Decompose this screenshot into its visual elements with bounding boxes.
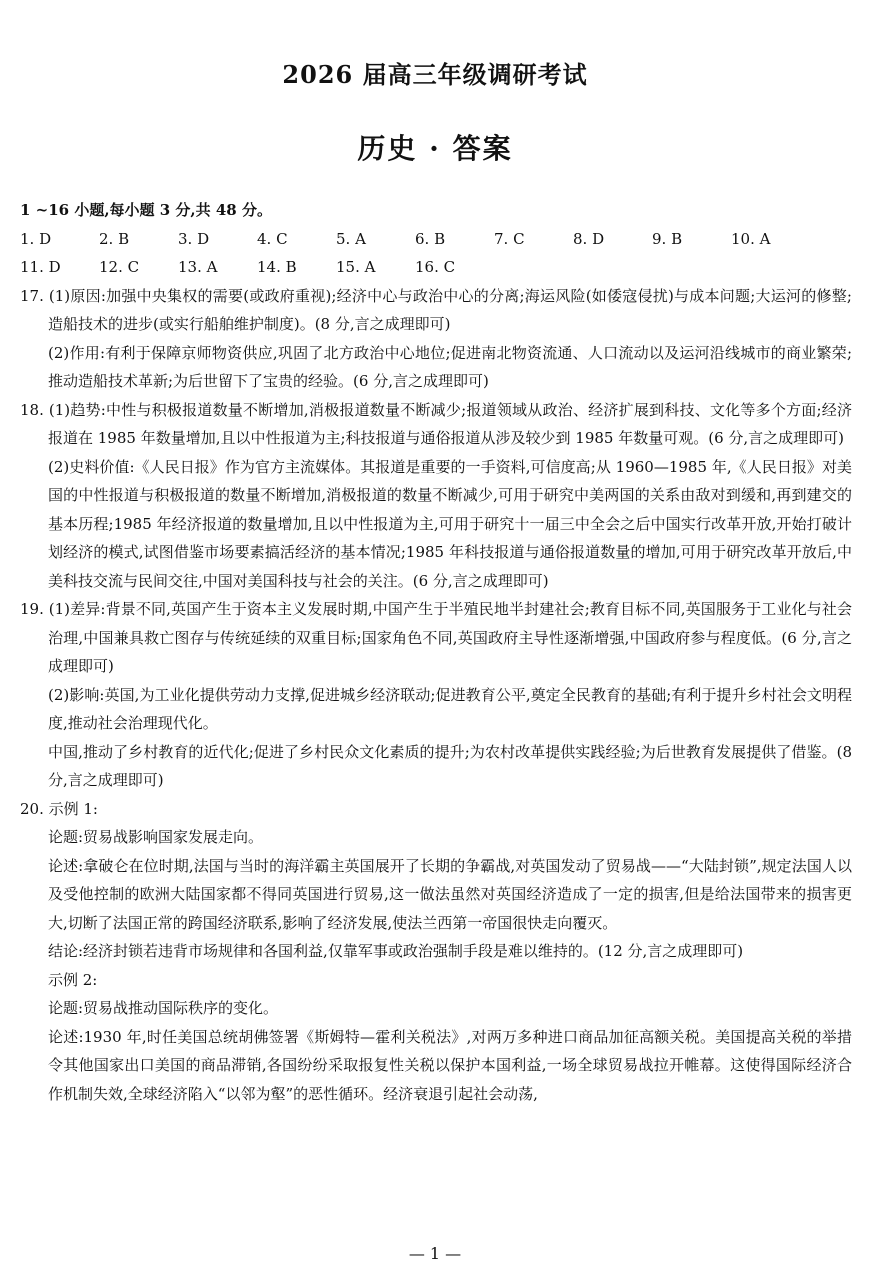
page-number: — 1 — xyxy=(408,1244,462,1263)
q19-part2: (2)影响:英国,为工业化提供劳动力支撑,促进城乡经济联动;促进教育公平,奠定全民教育的基础;有利于提升乡村社会文明程度,推动社会治理现代化。 xyxy=(48,685,852,732)
answer-item: 3. D xyxy=(178,229,210,248)
answer-item: 14. B xyxy=(257,258,297,276)
answer-item: 12. C xyxy=(99,258,140,276)
multiple-choice-intro: 1 ~16 小题,每小题 3 分,共 48 分。 xyxy=(20,201,272,219)
answer-item: 7. C xyxy=(494,229,525,248)
answer-item: 4. C xyxy=(257,229,288,248)
q19-part2-china: 中国,推动了乡村教育的近代化;促进了乡村民众文化素质的提升;为农村改革提供实践经验;为后世教育发展提供了借鉴。(8 分,言之成理即可) xyxy=(48,742,852,789)
answer-item: 5. A xyxy=(336,229,366,248)
subject-title: 历史 · 答案 xyxy=(357,132,513,165)
answer-item: 16. C xyxy=(415,258,456,276)
answer-item: 9. B xyxy=(652,229,683,248)
answer-content xyxy=(20,196,852,1108)
answer-item: 13. A xyxy=(178,258,218,276)
q17-part2: (2)作用:有利于保障京师物资供应,巩固了北方政治中心地位;促进南北物资流通、人口流动以及运河沿线城市的商业繁荣;推动造船技术革新;为后世留下了宝贵的经验。(6 分,言之成理即可) xyxy=(48,343,852,390)
q19-part1: 19. (1)差异:背景不同,英国产生于资本主义发展时期,中国产生于半殖民地半封建社会;教育目标不同,英国服务于工业化与社会治理,中国兼具救亡图存与传统延续的双重目标;国家角色不同,英国政府主导性逐渐增强,中国政府参与程度低。(6 分,言之成理即可) xyxy=(20,600,852,675)
q20-example2-label: 示例 2: xyxy=(48,970,98,989)
q18-part1: 18. (1)趋势:中性与积极报道数量不断增加,消极报道数量不断减少;报道领域从政治、经济扩展到科技、文化等多个方面;经济报道在 1985 年数量增加,且以中性报道为主;科技报道与通俗报道从涉及较少到 1985 年数量可观。(6 分,言之成理即可) xyxy=(20,400,852,447)
answer-item: 2. B xyxy=(99,229,130,248)
answer-item: 1. D xyxy=(20,229,52,248)
answer-row-2 xyxy=(20,253,852,282)
q20-example2-argument: 论述:1930 年,时任美国总统胡佛签署《斯姆特—霍利关税法》,对两万多种进口商品加征高额关税。美国提高关税的举措令其他国家出口美国的商品滞销,各国纷纷采取报复性关税以保护本国利益,一场全球贸易战拉开帷幕。这使得国际经济合作机制失效,全球经济陷入“以邻为壑”的恶性循环。经济衰退引起社会动荡, xyxy=(48,1027,852,1103)
answer-item: 11. D xyxy=(20,258,61,276)
q18-part2: (2)史料价值:《人民日报》作为官方主流媒体。其报道是重要的一手资料,可信度高;从 1960—1985 年,《人民日报》对美国的中性报道与积极报道的数量不断增加,消极报道的数量不断减少,可用于研究中美两国的关系由敌对到缓和,再到建交的基本历程;1985 年经济报道的数量增加,且以中性报道为主,可用于研究十一届三中全会之后中国实行改革开放,开始打破计划经济的模式,试图借鉴市场要素搞活经济的基本情况;1985 年科技报道与通俗报道数量的增加,可用于研究改革开放后,中美科技交流与民间交往,中国对美国科技与社会的关注。(6 分,言之成理即可) xyxy=(48,457,852,590)
exam-title: 2026 届高三年级调研考试 xyxy=(282,60,588,89)
answer-row-1 xyxy=(20,225,852,254)
answer-item: 10. A xyxy=(731,229,771,248)
answer-item: 8. D xyxy=(573,229,605,248)
q17-part1: 17. (1)原因:加强中央集权的需要(或政府重视);经济中心与政治中心的分离;海运风险(如倭寇侵扰)与成本问题;大运河的修整;造船技术的进步(或实行船舶维护制度)。(8 分,言之成理即可) xyxy=(20,286,852,333)
answer-item: 6. B xyxy=(415,229,446,248)
q20-example1-label: 20. 示例 1: xyxy=(20,799,98,818)
q20-example1-conclusion: 结论:经济封锁若违背市场规律和各国利益,仅靠军事或政治强制手段是难以维持的。(12 分,言之成理即可) xyxy=(48,942,744,960)
q20-example1-argument: 论述:拿破仑在位时期,法国与当时的海洋霸主英国展开了长期的争霸战,对英国发动了贸易战——“大陆封锁”,规定法国人以及受他控制的欧洲大陆国家都不得同英国进行贸易,这一做法虽然对英国经济造成了一定的损害,但是给法国带来的损害更大,切断了法国正常的跨国经济联系,影响了经济发展,使法兰西第一帝国很快走向覆灭。 xyxy=(48,856,852,932)
answer-item: 15. A xyxy=(336,258,376,276)
q20-example1-thesis: 论题:贸易战影响国家发展走向。 xyxy=(48,828,264,846)
q20-example2-thesis: 论题:贸易战推动国际秩序的变化。 xyxy=(48,999,279,1017)
